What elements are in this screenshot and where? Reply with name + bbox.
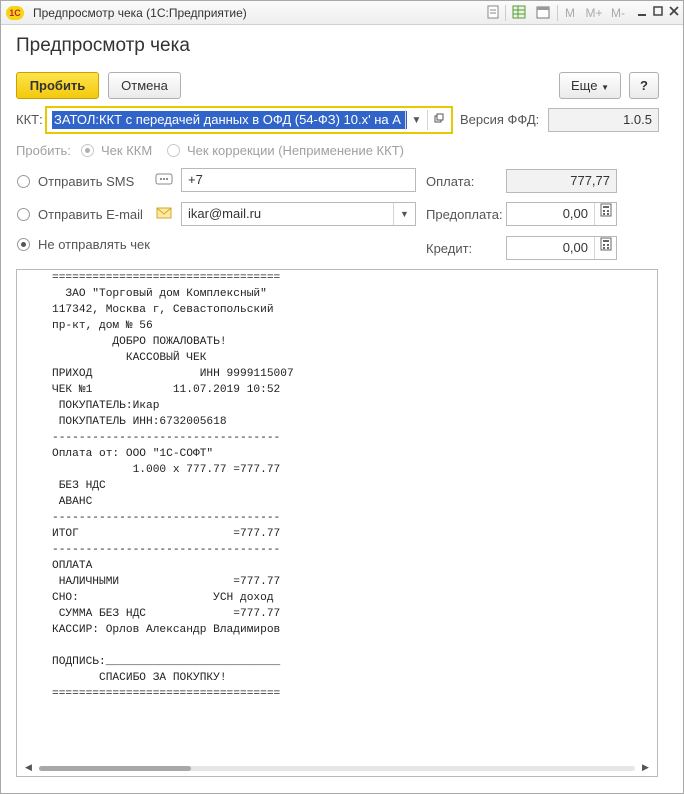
toolbar-separator [505, 5, 506, 21]
receipt-line: СНО: УСН доход [52, 592, 274, 604]
correction-check-label: Чек коррекции (Неприменение ККТ) [187, 143, 404, 158]
receipt-line: 1.000 x 777.77 =777.77 [52, 464, 281, 476]
receipt-line: ИТОГ =777.77 [52, 528, 281, 540]
receipt-line: КАССОВЫЙ ЧЕК [52, 352, 207, 364]
receipt-line: Оплата от: ООО "1С-СОФТ" [52, 448, 214, 460]
receipt-line: ДОБРО ПОЖАЛОВАТЬ! [52, 336, 227, 348]
more-button[interactable] [559, 72, 621, 99]
receipt-line: НАЛИЧНЫМИ =777.77 [52, 576, 281, 588]
receipt-text [52, 270, 294, 702]
app-logo-icon: 1С [6, 6, 24, 20]
help-button[interactable]: ? [629, 72, 659, 99]
receipt-line: пр-кт, дом № 56 [52, 320, 153, 332]
punch-type-label: Пробить: [16, 143, 71, 158]
kkt-select[interactable] [45, 106, 453, 134]
more-button-label: Еще [571, 78, 598, 93]
title-bar [1, 1, 683, 25]
payment-label: Оплата: [426, 174, 475, 189]
punch-button[interactable]: Пробить [16, 72, 99, 99]
receipt-preview[interactable] [16, 269, 658, 777]
receipt-line: СПАСИБО ЗА ПОКУПКУ! [52, 672, 227, 684]
receipt-line: ЗАО "Торговый дом Комплексный" [52, 288, 267, 300]
receipt-line: ПОКУПАТЕЛЬ ИНН:6732005618 [52, 416, 227, 428]
send-sms-label: Отправить SMS [38, 174, 135, 189]
receipt-line: ПРИХОД ИНН 9999115007 [52, 368, 294, 380]
sms-icon [155, 172, 173, 188]
radio-send-sms[interactable] [17, 175, 30, 188]
chevron-down-icon: ▼ [601, 83, 609, 92]
receipt-line: КАССИР: Орлов Александр Владимиров [52, 624, 281, 636]
receipt-line: ================================== [52, 688, 281, 700]
receipt-line: ПОКУПАТЕЛЬ:Икар [52, 400, 160, 412]
doc-icon[interactable] [485, 5, 501, 21]
dropdown-arrow-icon[interactable]: ▼ [405, 110, 427, 130]
radio-send-email[interactable] [17, 208, 30, 221]
open-icon[interactable] [427, 110, 449, 130]
email-dropdown-icon[interactable]: ▼ [393, 203, 415, 225]
receipt-line: СУММА БЕЗ НДС =777.77 [52, 608, 281, 620]
receipt-line: АВАНС [52, 496, 93, 508]
receipt-line: ОПЛАТА [52, 560, 93, 572]
receipt-line: 117342, Москва г, Севастопольский [52, 304, 274, 316]
memory-m-plus-button[interactable]: M+ [585, 6, 603, 20]
kkt-value: ЗАТОЛ:ККТ с передачей данных в ОФД (54-ФЗ) 10.x' на А [52, 111, 407, 129]
receipt-line: ЧЕК №1 11.07.2019 10:52 [52, 384, 281, 396]
email-input[interactable]: ikar@mail.ru [181, 202, 416, 226]
toolbar-separator [557, 5, 558, 21]
radio-check-kkm[interactable] [81, 144, 94, 157]
scroll-right-icon[interactable]: ▶ [642, 762, 649, 772]
ffd-label: Версия ФФД: [460, 112, 540, 127]
receipt-line: ---------------------------------- [52, 544, 281, 556]
calculator-icon[interactable] [594, 203, 616, 225]
kkt-label: ККТ: [16, 112, 43, 127]
credit-label: Кредит: [426, 241, 473, 256]
scrollbar-thumb[interactable] [39, 766, 191, 771]
receipt-line: ---------------------------------- [52, 512, 281, 524]
check-kkm-label: Чек ККМ [101, 143, 153, 158]
prepayment-label: Предоплата: [426, 207, 503, 222]
horizontal-scrollbar[interactable] [17, 760, 657, 776]
receipt-line: ================================== [52, 272, 281, 284]
receipt-line: ПОДПИСЬ:__________________________ [52, 656, 281, 668]
dont-send-label: Не отправлять чек [38, 237, 150, 252]
receipt-line: ---------------------------------- [52, 432, 281, 444]
sms-phone-input[interactable]: +7 [181, 168, 416, 192]
cancel-button[interactable]: Отмена [108, 72, 181, 99]
table-icon[interactable] [511, 5, 527, 21]
radio-correction-check[interactable] [167, 144, 180, 157]
receipt-line: БЕЗ НДС [52, 480, 106, 492]
radio-dont-send[interactable] [17, 238, 30, 251]
send-email-label: Отправить E-mail [38, 207, 143, 222]
maximize-icon[interactable] [651, 5, 665, 21]
calculator-icon[interactable] [594, 237, 616, 259]
credit-field[interactable]: 0,00 [506, 236, 617, 260]
calendar-icon[interactable] [535, 5, 551, 21]
memory-m-minus-button[interactable]: M- [611, 6, 625, 20]
scroll-left-icon[interactable]: ◀ [25, 762, 32, 772]
minimize-icon[interactable] [635, 5, 649, 21]
memory-m-button[interactable]: M [565, 6, 575, 20]
ffd-field: 1.0.5 [548, 108, 659, 132]
envelope-icon [155, 206, 173, 220]
window-title: Предпросмотр чека (1С:Предприятие) [33, 6, 247, 20]
close-icon[interactable] [667, 5, 681, 21]
payment-field: 777,77 [506, 169, 617, 193]
prepayment-field[interactable]: 0,00 [506, 202, 617, 226]
page-title: Предпросмотр чека [16, 35, 190, 56]
